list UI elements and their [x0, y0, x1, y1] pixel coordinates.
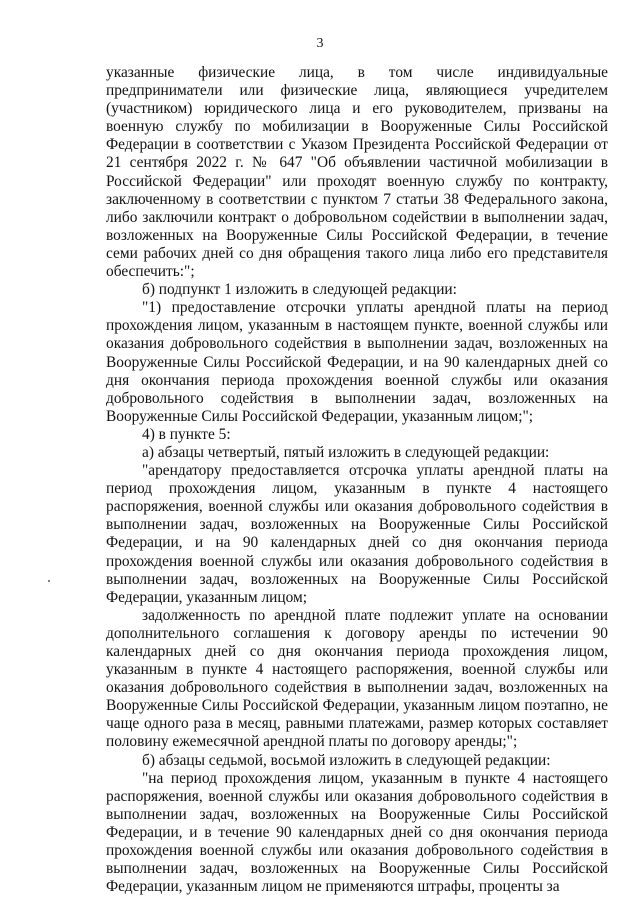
paragraph: б) подпункт 1 изложить в следующей редакции: [142, 281, 457, 299]
paragraph: "на период прохождения лицом, указанным в пункте 4 настоящего распоряжения, военной службы или оказания добровольного содействия в выполнении задач, возложенных на Вооруженные Силы Российской Федерации, и в течение 90 календарных дней со дня окончания периода прохождения военной службы или оказания добровольного содействия в выполнении задач, возложенных на Вооруженные Силы Российской Федерации, указанным лицом не применяются штрафы, проценты за [106, 769, 608, 896]
paragraph: 4) в пункте 5: [142, 425, 231, 443]
page-number: 3 [316, 36, 324, 51]
paragraph: "арендатору предоставляется отсрочка уплаты арендной платы на период прохождения лицом, указанным в пункте 4 настоящего распоряжения, военной службы или оказания добровольного содействия в выполнении задач, возложенных на Вооруженные Силы Российской Федерации, и на 90 календарных дней со дня окончания периода прохождения военной службы или оказания добровольного содействия в выполнении задач, возложенных на Вооруженные Силы Российской Федерации, указанным лицом; [106, 462, 608, 606]
paragraph: указанные физические лица, в том числе индивидуальные предприниматели или физические лица, являющиеся учредителем (участником) юридического лица и его руководителем, призваны на военную службу по мобилизации в Вооруженные Силы Российской Федерации в соответствии с Указом Президента Российской Федерации от 21 сентября 2022 г. № 647 "Об объявлении частичной мобилизации в Российской Федерации" или проходят военную службу по контракту, заключенному в соответствии с пунктом 7 статьи 38 Федерального закона, либо заключили контракт о добровольном содействии в выполнении задач, возложенных на Вооруженные Силы Российской Федерации, в течение семи рабочих дней со дня обращения такого лица либо его представителя обеспечить:"; [106, 64, 608, 281]
paragraph: задолженность по арендной плате подлежит уплате на основании дополнительного соглашения к договору аренды по истечении 90 календарных дней со дня окончания периода прохождения лицом, указанным в пункте 4 настоящего распоряжения, военной службы или оказания добровольного содействия в выполнении задач, возложенных на Вооруженные Силы Российской Федерации, указанным лицом поэтапно, не чаще одного раза в месяц, равными платежами, размер которых составляет половину ежемесячной арендной платы по договору аренды;"; [106, 606, 608, 751]
margin-mark [48, 580, 50, 582]
paragraph: а) абзацы четвертый, пятый изложить в следующей редакции: [142, 443, 550, 461]
document-body [106, 64, 608, 896]
paragraph: "1) предоставление отсрочки уплаты арендной платы на период прохождения лицом, указанным в настоящем пункте, военной службы или оказания добровольного содействия в выполнении задач, возложенных на Вооруженные Силы Российской Федерации, и на 90 календарных дней со дня окончания периода прохождения военной службы или оказания добровольного содействия в выполнении задач, возложенных на Вооруженные Силы Российской Федерации, указанным лицом;"; [106, 299, 608, 425]
paragraph: б) абзацы седьмой, восьмой изложить в следующей редакции: [142, 751, 551, 769]
